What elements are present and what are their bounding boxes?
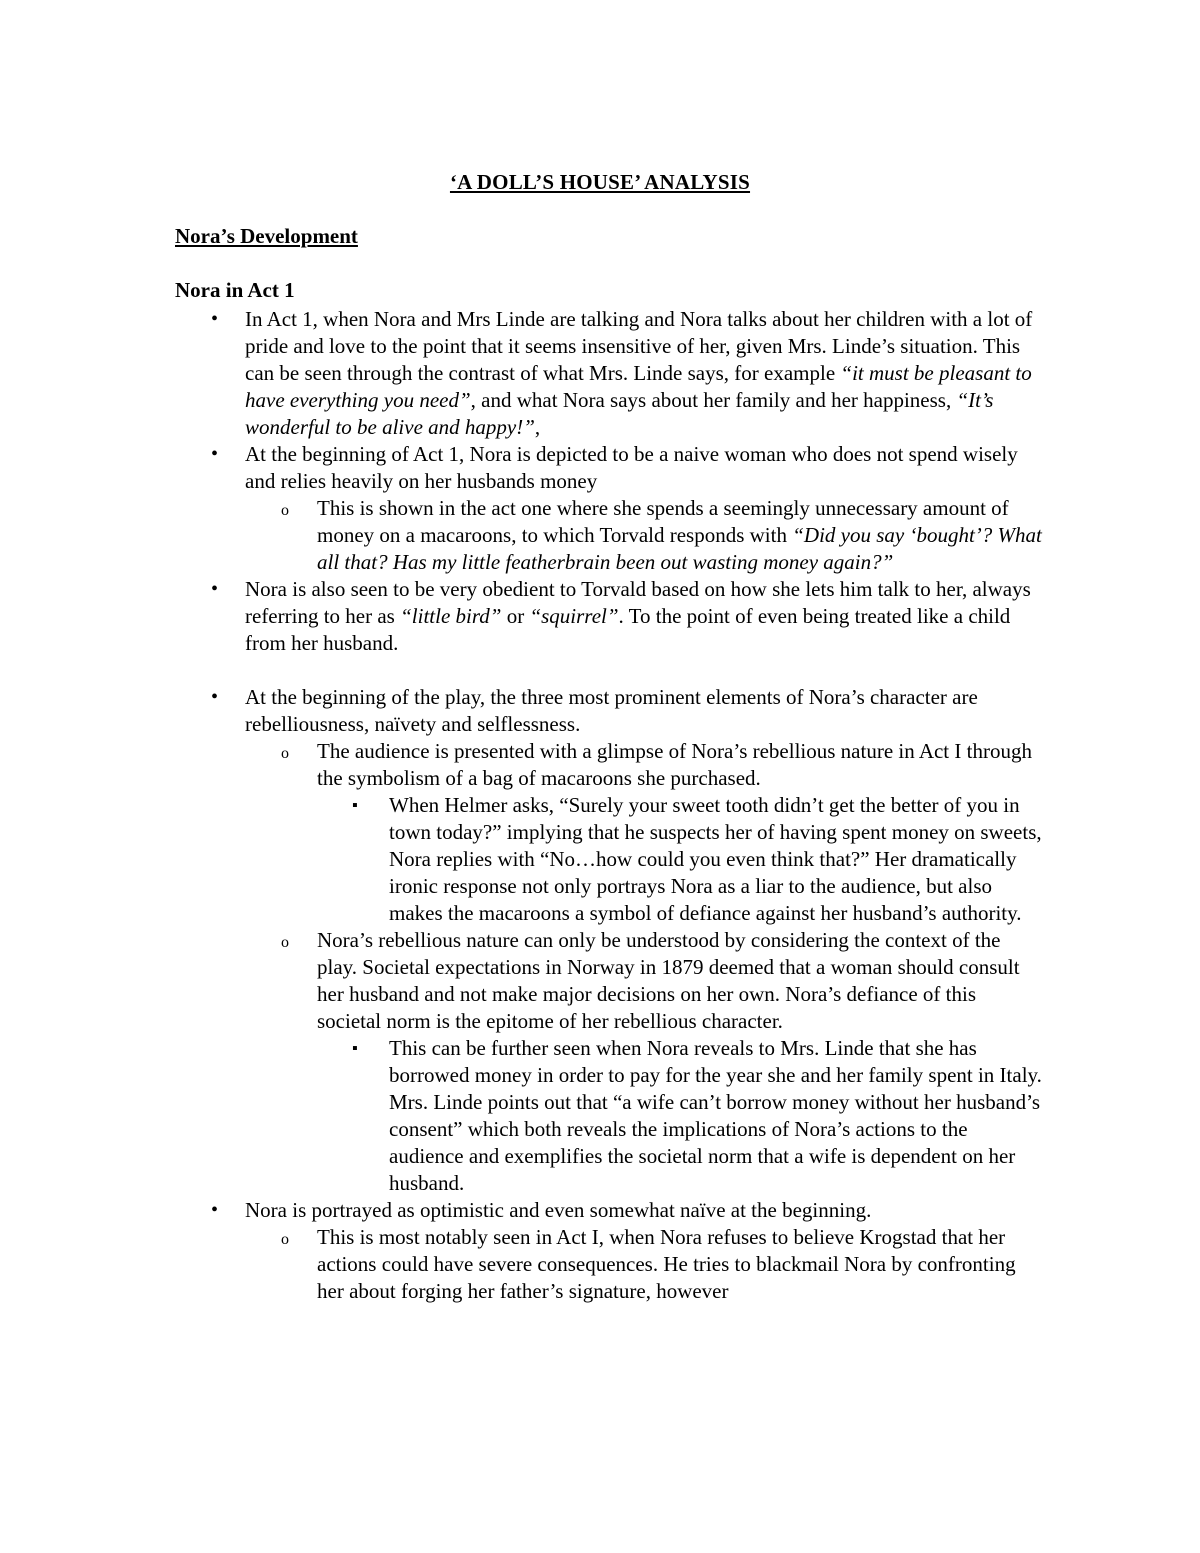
sub-list — [245, 495, 1045, 576]
quote: “squirrel” — [529, 604, 619, 628]
blank-line — [175, 657, 1045, 684]
document-title: ‘A DOLL’S HOUSE’ ANALYSIS — [449, 170, 751, 194]
circle-bullet-icon: o — [281, 502, 289, 519]
list-item: • At the beginning of Act 1, Nora is depicted to be a naive woman who does not spend wisely and relies heavily on her husbands money o This is shown in the act one where she spends a seemingly unnecessary amount of money on a macaroons, to which Torvald responds with “Did you say ‘bought’? What all that? Has my little featherbrain been out wasting money again?” — [175, 441, 1045, 576]
list-item: • In Act 1, when Nora and Mrs Linde are talking and Nora talks about her children with a lot of pride and love to the point that it seems insensitive of her, given Mrs. Linde’s situation. This can be seen through the contrast of what Mrs. Linde says, for example “it must be pleasant to have everything you need”, and what Nora says about her family and her happiness, “It’s wonderful to be alive and happy!”, — [211, 307, 1033, 439]
sub-sub-list-item: ▪ This can be further seen when Nora reveals to Mrs. Linde that she has borrowed money in order to pay for the year she and her family spent in Italy. Mrs. Linde points out that “a wife can’t borrow money without her husband’s consent” which both reveals the implications of Nora’s actions to the audience and exemplifies the societal norm that a wife is dependent on her husband. — [352, 1036, 1042, 1195]
square-bullet-icon: ▪ — [352, 797, 358, 814]
sub-list-item: o This is most notably seen in Act I, when Nora refuses to believe Krogstad that her actions could have severe consequences. He tries to blackmail Nora by confronting her about forging her father’s signature, however — [281, 1225, 1016, 1303]
sub-sub-list — [317, 792, 1045, 927]
sub-list-item: o The audience is presented with a glimpse of Nora’s rebellious nature in Act I through the symbolism of a bag of macaroons she purchased. ▪ When Helmer asks, “Surely your sweet tooth didn’t get the better of you in town today?” implying that he suspects her of having spent money on sweets, Nora replies with “No…how could you even think that?” Her dramatically ironic response not only portrays Nora as a liar to the audience, but also makes the macaroons a symbol of defiance against her husband’s authority. — [245, 738, 1045, 927]
sub-sub-list — [317, 1035, 1045, 1197]
square-bullet-icon: ▪ — [352, 1040, 358, 1057]
bullet-list — [175, 306, 1045, 1305]
sub-heading: Nora in Act 1 — [175, 278, 295, 302]
list-item: • At the beginning of the play, the three most prominent elements of Nora’s character are rebelliousness, naïvety and selflessness. o The audience is presented with a glimpse of Nora’s rebellious nature in Act I through the symbolism of a bag of macaroons she purchased. ▪ When Helmer asks, “Surely your sweet tooth didn’t get the better of you in town today?” implying that he suspects her of having spent money on sweets, Nora replies with “No…how could you even think that?” Her dramatically ironic response not only portrays Nora as a liar to the audience, but also makes the macaroons a symbol of defiance against her husband’s authority. o Nora’s rebellious nature can only be understood by considering the context of the play. Societal expectations in Norway in 1879 deemed that a woman should consult her husband and not make major decisions on her own. Nora’s defiance of this societal norm is the epitome of her rebellious character. ▪ This can be further seen when Nora reveals to Mrs. Linde that she has borrowed money in order to pay for the year she and her family spent in Italy. Mrs. Linde points out that “a wife can’t borrow money without her husband’s consent” which both reveals the implications of Nora’s actions to the audience and exemplifies the societal norm that a wife is dependent on her husband. — [175, 684, 1045, 1197]
bullet-icon: • — [211, 308, 219, 330]
sub-list — [245, 738, 1045, 1197]
document-body — [175, 306, 1045, 1305]
sub-sub-list-item: ▪ When Helmer asks, “Surely your sweet tooth didn’t get the better of you in town today?” implying that he suspects her of having spent money on sweets, Nora replies with “No…how could you even think that?” Her dramatically ironic response not only portrays Nora as a liar to the audience, but also makes the macaroons a symbol of defiance against her husband’s authority. — [352, 793, 1042, 925]
bullet-icon: • — [211, 1199, 219, 1221]
sub-list-item: o Nora’s rebellious nature can only be understood by considering the context of the play. Societal expectations in Norway in 1879 deemed that a woman should consult her husband and not make major decisions on her own. Nora’s defiance of this societal norm is the epitome of her rebellious character. ▪ This can be further seen when Nora reveals to Mrs. Linde that she has borrowed money in order to pay for the year she and her family spent in Italy. Mrs. Linde points out that “a wife can’t borrow money without her husband’s consent” which both reveals the implications of Nora’s actions to the audience and exemplifies the societal norm that a wife is dependent on her husband. — [245, 927, 1045, 1197]
quote: “Did you say ‘bought’? What all that? Has my little featherbrain been out wasting money again?” — [317, 523, 1042, 574]
sub-list — [245, 1224, 1045, 1305]
quote: “It’s wonderful to be alive and happy!” — [245, 388, 994, 439]
quote: “little bird” — [400, 604, 502, 628]
bullet-icon: • — [211, 686, 219, 708]
bullet-icon: • — [211, 578, 219, 600]
circle-bullet-icon: o — [281, 745, 289, 762]
list-item: • Nora is portrayed as optimistic and even somewhat naïve at the beginning. o This is most notably seen in Act I, when Nora refuses to believe Krogstad that her actions could have severe consequences. He tries to blackmail Nora by confronting her about forging her father’s signature, however — [175, 1197, 1045, 1305]
sub-list-item: o This is shown in the act one where she spends a seemingly unnecessary amount of money on a macaroons, to which Torvald responds with “Did you say ‘bought’? What all that? Has my little featherbrain been out wasting money again?” — [281, 496, 1042, 574]
circle-bullet-icon: o — [281, 934, 289, 951]
list-item: • Nora is also seen to be very obedient to Torvald based on how she lets him talk to her, always referring to her as “little bird” or “squirrel”. To the point of even being treated like a child from her husband. — [211, 577, 1031, 655]
quote: “it must be pleasant to have everything you need” — [245, 361, 1032, 412]
circle-bullet-icon: o — [281, 1231, 289, 1248]
section-heading: Nora’s Development — [175, 224, 358, 248]
bullet-icon: • — [211, 443, 219, 465]
